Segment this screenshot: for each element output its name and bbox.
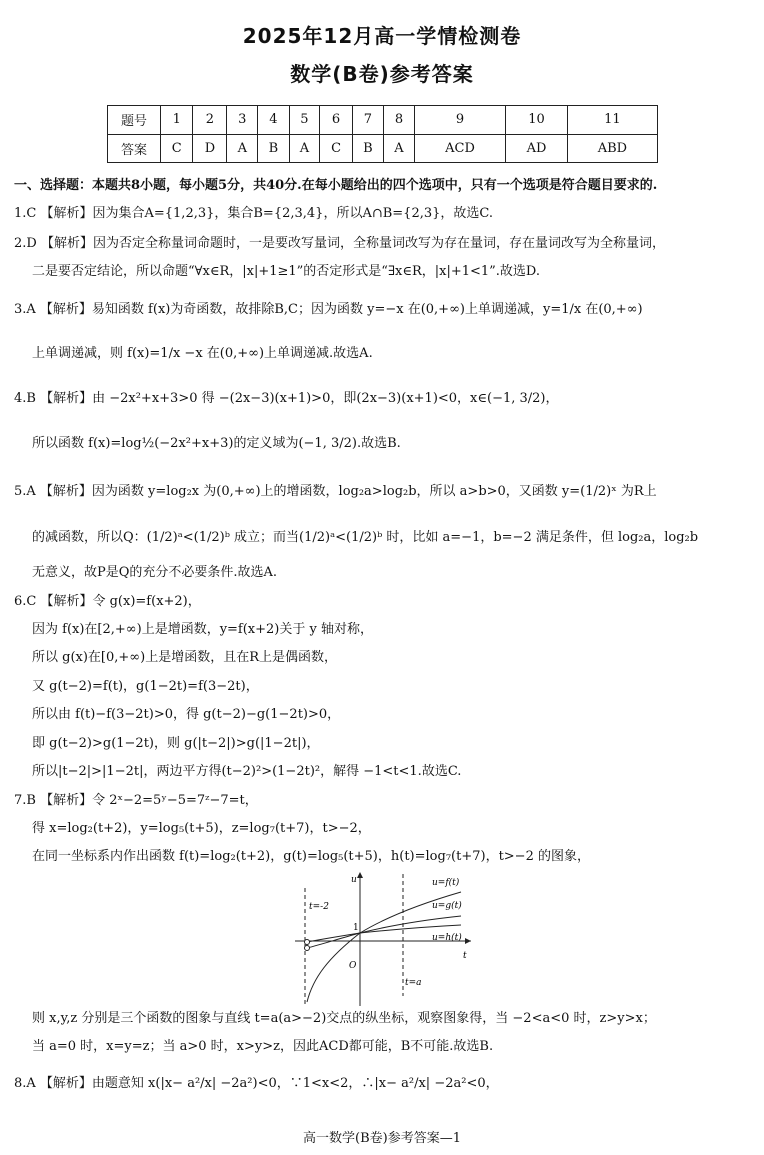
table-cell: 7 [352, 106, 383, 135]
t-axis-arrow-icon [465, 938, 471, 944]
solution-line: 8.A 【解析】由题意知 x(|x− a²/x| −2a²)<0，∵1<x<2，∴|x− a²/x| −2a²<0， [14, 1076, 499, 1091]
section-heading: 一、选择题：本题共8小题，每小题5分，共40分.在每小题给出的四个选项中，只有一个选项是符合题目要求的. [14, 178, 658, 193]
f-label: u=f(t) [432, 878, 460, 888]
solution-line: 所以|t−2|>|1−2t|，两边平方得(t−2)²>(1−2t)²，解得 −1<t<1.故选C. [32, 764, 462, 779]
g-label: u=g(t) [432, 901, 462, 911]
solution-line: 所以 g(x)在[0,+∞)上是增函数，且在R上是偶函数， [32, 650, 337, 665]
table-cell: 4 [258, 106, 289, 135]
solution-line: 则 x,y,z 分别是三个函数的图象与直线 t=a(a>−2)交点的纵坐标，观察图象得，当 −2<a<0 时，z>y>x； [32, 1011, 656, 1026]
solution-line: 即 g(t−2)>g(1−2t)，则 g(|t−2|)>g(|1−2t|)， [32, 736, 320, 751]
page-footer: 高一数学(B卷)参考答案—1 [303, 1131, 461, 1146]
answer-table-row-numbers [108, 106, 658, 135]
solution-line: 当 a=0 时，x=y=z；当 a>0 时，x>y>z，因此ACD都可能，B不可能.故选B. [32, 1039, 494, 1054]
table-cell: C [320, 134, 352, 163]
table-cell: 1 [161, 106, 193, 135]
table-cell: D [193, 134, 227, 163]
table-cell: 8 [384, 106, 415, 135]
solution-line: 上单调递减，则 f(x)=1/x −x 在(0,+∞)上单调递减.故选A. [32, 346, 373, 361]
solution-line: 二是要否定结论，所以命题“∀x∈R，|x|+1≥1”的否定形式是“∃x∈R，|x|+1<1”.故选D. [32, 264, 541, 279]
solution-line: 无意义，故P是Q的充分不必要条件.故选A. [32, 565, 278, 580]
solution-line: 3.A 【解析】易知函数 f(x)为奇函数，故排除B,C；因为函数 y=−x 在(0,+∞)上单调递减，y=1/x 在(0,+∞) [14, 302, 643, 317]
solution-line: 因为 f(x)在[2,+∞)上是增函数，y=f(x+2)关于 y 轴对称， [32, 622, 373, 637]
solution-line: 6.C 【解析】令 g(x)=f(x+2)， [14, 594, 201, 609]
document-subtitle: 数学(B卷)参考答案 [290, 62, 474, 86]
solution-line: 所以由 f(t)−f(3−2t)>0，得 g(t−2)−g(1−2t)>0， [32, 707, 341, 722]
table-cell: B [258, 134, 289, 163]
origin-label: O [349, 961, 357, 971]
table-cell: 10 [506, 106, 568, 135]
u-axis-arrow-icon [357, 872, 363, 878]
table-cell: C [161, 134, 193, 163]
u-axis-label: u [351, 875, 357, 885]
solution-line: 7.B 【解析】令 2ˣ−2=5ʸ−5=7ᶻ−7=t， [14, 793, 258, 808]
table-cell: ACD [414, 134, 505, 163]
solution-line: 1.C 【解析】因为集合A={1,2,3}，集合B={2,3,4}，所以A∩B={2,3}，故选C. [14, 206, 494, 221]
table-cell: 答案 [108, 134, 161, 163]
solution-line: 5.A 【解析】因为函数 y=log₂x 为(0,+∞)上的增函数，log₂a>log₂b，所以 a>b>0，又函数 y=(1/2)ˣ 为R上 [14, 484, 657, 499]
table-cell: 5 [289, 106, 320, 135]
table-cell: ABD [567, 134, 657, 163]
answer-table-row-answers [108, 134, 658, 163]
table-cell: A [384, 134, 415, 163]
solution-line: 在同一坐标系内作出函数 f(t)=log₂(t+2)，g(t)=log₅(t+5)，h(t)=log₇(t+7)，t>−2 的图象， [32, 849, 590, 864]
solution-line: 2.D 【解析】因为否定全称量词命题时，一是要改写量词，全称量词改写为存在量词，存在量词改写为全称量词， [14, 236, 665, 251]
table-cell: AD [506, 134, 568, 163]
table-cell: 3 [227, 106, 258, 135]
h-label: u=h(t) [432, 933, 462, 943]
solution-line: 又 g(t−2)=f(t)，g(1−2t)=f(3−2t)， [32, 679, 259, 694]
table-cell: 2 [193, 106, 227, 135]
solution-line: 4.B 【解析】由 −2x²+x+3>0 得 −(2x−3)(x+1)>0，即(2x−3)(x+1)<0，x∈(−1, 3/2)， [14, 391, 559, 406]
solution-line: 的减函数，所以Q：(1/2)ᵃ<(1/2)ᵇ 成立；而当(1/2)ᵃ<(1/2)ᵇ 时，比如 a=−1，b=−2 满足条件，但 log₂a，log₂b [32, 530, 699, 545]
table-cell: 题号 [108, 106, 161, 135]
table-cell: 6 [320, 106, 352, 135]
table-cell: A [289, 134, 320, 163]
table-cell: B [352, 134, 383, 163]
t-minus-2-label: t=-2 [309, 902, 329, 912]
function-graph [293, 868, 473, 1008]
solution-line: 所以函数 f(x)=log½(−2x²+x+3)的定义域为(−1, 3/2).故选B. [32, 436, 401, 451]
table-cell: 9 [414, 106, 505, 135]
solution-line: 得 x=log₂(t+2)，y=log₅(t+5)，z=log₇(t+7)，t>−2， [32, 821, 371, 836]
open-point [305, 940, 310, 945]
open-point [305, 946, 310, 951]
one-label: 1 [353, 923, 359, 933]
document-title: 2025年12月高一学情检测卷 [242, 24, 522, 48]
t-axis-label: t [463, 951, 467, 961]
answer-table [107, 105, 658, 163]
t-a-label: t=a [405, 978, 422, 988]
curve-g [307, 916, 461, 948]
table-cell: 11 [567, 106, 657, 135]
table-cell: A [227, 134, 258, 163]
